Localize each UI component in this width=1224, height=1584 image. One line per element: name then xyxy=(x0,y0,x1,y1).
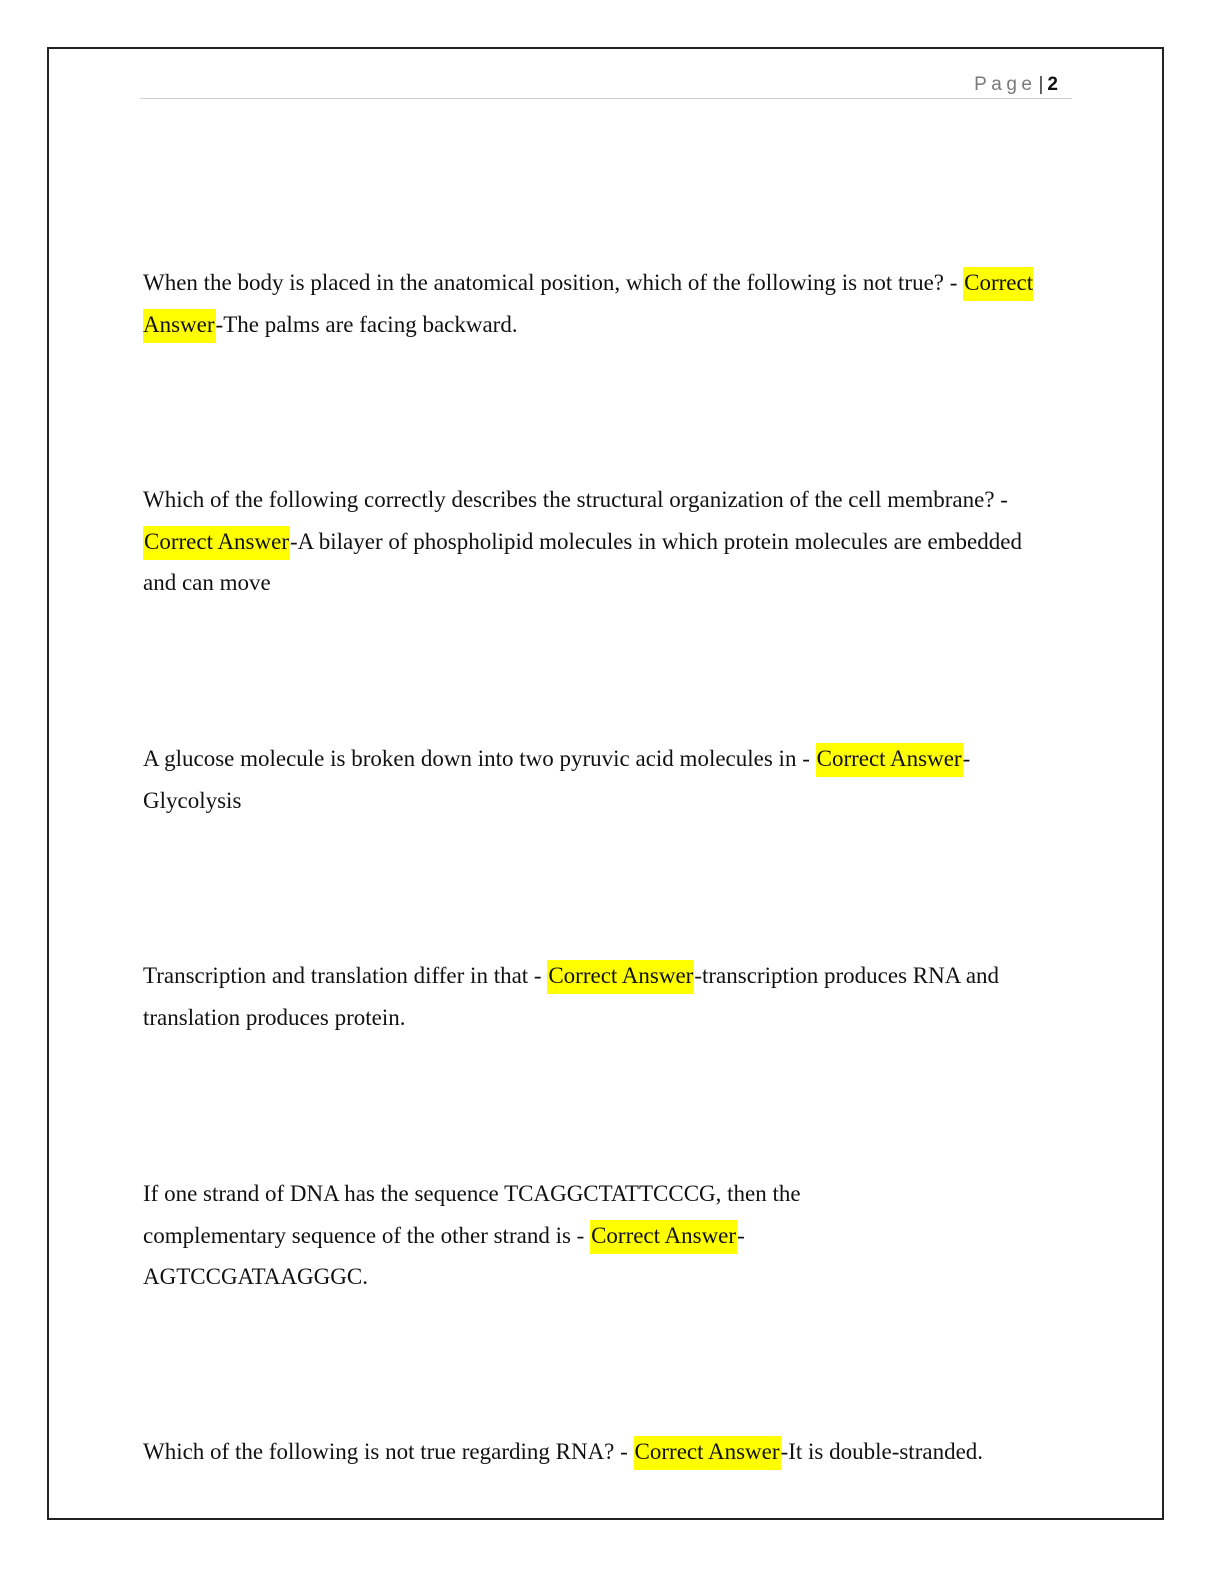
question-text: Transcription and translation differ in that - xyxy=(143,963,548,988)
correct-answer-marker: Correct Answer xyxy=(816,743,963,777)
qa-item-5 xyxy=(143,1173,903,1298)
correct-answer-marker: Correct Answer xyxy=(143,526,290,560)
question-text: Which of the following correctly describes the structural organization of the cell membrane? - xyxy=(143,487,1008,512)
qa-item-3 xyxy=(143,738,1003,821)
answer-text: -transcription produces RNA and translation produces protein. xyxy=(143,963,1000,1030)
question-text: A glucose molecule is broken down into two pyruvic acid molecules in - xyxy=(143,746,816,771)
page-header xyxy=(140,72,1072,99)
qa-item-6 xyxy=(143,1431,1013,1473)
page-number-indicator xyxy=(974,74,1058,96)
answer-text: -The palms are facing backward. xyxy=(215,311,518,337)
question-text: If one strand of DNA has the sequence TCAGGCTATTCCCG, then the complementary sequence of the other strand is - xyxy=(143,1181,801,1248)
page-separator: | xyxy=(1038,74,1044,95)
page-label: Page xyxy=(974,74,1037,95)
answer-text: -Glycolysis xyxy=(143,746,971,813)
question-text: When the body is placed in the anatomical position, which of the following is not true? - xyxy=(143,270,964,295)
qa-item-1 xyxy=(143,262,1058,345)
correct-answer-marker: Correct Answer xyxy=(590,1220,737,1254)
correct-answer-marker: Correct Answer xyxy=(634,1436,781,1470)
answer-text: -It is double-stranded. xyxy=(780,1439,984,1464)
page-number: 2 xyxy=(1047,74,1058,95)
correct-answer-marker: Correct Answer xyxy=(143,267,1033,343)
question-text: Which of the following is not true regarding RNA? - xyxy=(143,1439,634,1464)
correct-answer-marker: Correct Answer xyxy=(547,960,694,994)
qa-item-2 xyxy=(143,479,1043,604)
answer-text: -AGTCCGATAAGGGC. xyxy=(143,1222,745,1289)
qa-item-4 xyxy=(143,955,1043,1038)
answer-text: -A bilayer of phospholipid molecules in which protein molecules are embedded and can move xyxy=(143,528,1022,595)
